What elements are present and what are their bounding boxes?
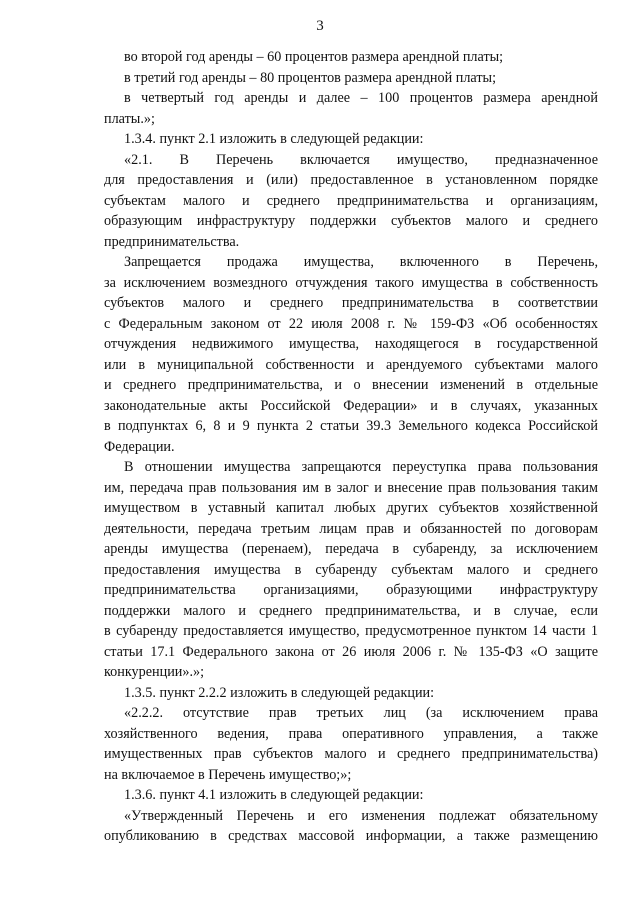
text-line: статьи 17.1 Федерального закона от 26 июля 2006 г. № 135-ФЗ «О защите (104, 643, 598, 660)
text-line: хозяйственного ведения, права оперативного управления, а также (104, 725, 598, 742)
text-line: во второй год аренды – 60 процентов размера арендной платы; (124, 49, 504, 65)
text-line: имущественных прав субъектов малого и среднего предпринимательства) (104, 746, 598, 762)
text-line: «Утвержденный Перечень и его изменения подлежат обязательному (124, 807, 598, 824)
text-line: 1.3.4. пункт 2.1 изложить в следующей редакции: (124, 131, 424, 147)
text-line: в субаренду предоставляется имущество, предусмотренное пунктом 14 части 1 (104, 623, 598, 639)
text-line: конкуренции».»; (104, 664, 205, 680)
text-line: платы.»; (104, 110, 155, 127)
text-line: им, передача прав пользования им в залог и внесение прав пользования таким (104, 479, 598, 496)
text-line: опубликованию в средствах массовой информации, а также размещению (104, 828, 598, 844)
text-line: на включаемое в Перечень имущество;»; (104, 766, 352, 783)
text-line: субъектов малого и среднего предпринимательства в соответствии (104, 295, 598, 311)
text-line: Федерации. (104, 438, 175, 455)
text-line: предпринимательства. (104, 233, 240, 250)
text-line: в подпунктах 6, 8 и 9 пункта 2 статьи 39.3 Земельного кодекса Российской (104, 418, 598, 434)
text-line: законодательные акты Российской Федерации» и в случаях, указанных (104, 397, 598, 414)
text-line: за исключением возмездного отчуждения такого имущества в собственность (104, 274, 598, 291)
text-line: отчуждения недвижимого имущества, находящегося в государственной (104, 336, 598, 352)
text-line: «2.2.2. отсутствие прав третьих лиц (за исключением права (124, 705, 598, 721)
text-line: предпринимательства организациями, образующими инфраструктуру (104, 582, 598, 598)
text-line: предоставления имущества в субаренду субъектам малого и среднего (104, 561, 598, 578)
text-line: для предоставления и (или) предоставленное в установленном порядке (104, 172, 598, 188)
text-line: 1.3.5. пункт 2.2.2 изложить в следующей редакции: (124, 684, 435, 701)
text-line: в четвертый год аренды и далее – 100 процентов размера арендной (124, 90, 598, 106)
text-line: поддержки малого и среднего предпринимательства, и в случае, если (104, 602, 598, 619)
text-line: аренды имущества (перенаем), передача в субаренду, за исключением (104, 541, 598, 557)
page-number: 3 (316, 18, 324, 34)
text-line: или в муниципальной собственности и арендуемого субъектами малого (104, 356, 598, 373)
text-line: деятельности, передача третьим лицам прав и обязанностей по договорам (104, 520, 598, 537)
text-line: Запрещается продажа имущества, включенного в Перечень, (124, 254, 598, 270)
text-line: и среднего предпринимательства, и о внесении изменений в отдельные (104, 377, 598, 393)
text-line: «2.1. В Перечень включается имущество, предназначенное (124, 151, 598, 168)
text-line: в третий год аренды – 80 процентов размера арендной платы; (124, 69, 497, 86)
text-line: образующим инфраструктуру поддержки субъектов малого и среднего (104, 213, 598, 229)
text-line: с Федеральным законом от 22 июля 2008 г. № 159-ФЗ «Об особенностях (104, 315, 598, 332)
text-line: субъектам малого и среднего предпринимательства и организациям, (104, 192, 598, 209)
text-line: В отношении имущества запрещаются переуступка права пользования (124, 459, 598, 475)
text-line: 1.3.6. пункт 4.1 изложить в следующей редакции: (124, 787, 424, 803)
text-line: имуществом в уставный капитал любых других субъектов хозяйственной (104, 500, 598, 516)
document-body (104, 47, 598, 847)
